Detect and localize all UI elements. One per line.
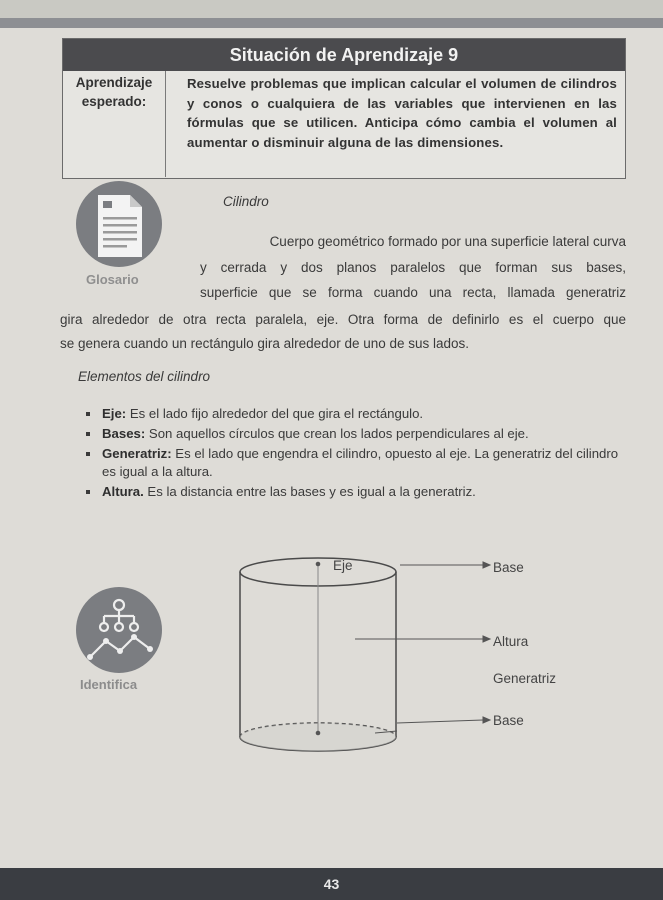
item-text: Es el lado fijo alrededor del que gira el rectángulo. (126, 406, 424, 421)
elements-list (84, 405, 630, 501)
definition-line: se genera cuando un rectángulo gira alrededor de uno de sus lados. (60, 336, 470, 351)
identify-icon (76, 587, 162, 673)
glossary-caption: Glosario (86, 272, 139, 287)
list-item (84, 483, 630, 501)
label-generatriz: Generatriz (493, 671, 557, 686)
item-term: Generatriz: (102, 446, 172, 461)
definition-line: Cuerpo geométrico formado por una superficie lateral curva (269, 234, 626, 249)
list-item (84, 425, 630, 443)
definition-line: y cerrada y dos planos paralelos que forman sus bases, (200, 260, 626, 275)
elements-heading: Elementos del cilindro (78, 369, 211, 384)
axis-top-point (316, 562, 321, 567)
learning-situation-table (62, 38, 626, 179)
item-text: Es el lado que engendra el cilindro, opuesto al eje. La generatriz del cilindro es igual a la altura. (102, 446, 619, 479)
list-item (84, 405, 630, 423)
identify-caption: Identifica (80, 677, 138, 692)
glossary-icon (76, 181, 162, 267)
item-term: Bases: (102, 426, 146, 441)
leader-base-bottom-2 (397, 720, 483, 723)
expected-learning-label-line2: esperado: (81, 94, 147, 109)
item-term: Altura. (102, 484, 144, 499)
cylinder-diagram (225, 525, 625, 785)
learning-situation-body (63, 71, 625, 177)
table-divider (165, 71, 166, 177)
label-base-bottom: Base (493, 713, 524, 728)
label-base-top: Base (493, 560, 524, 575)
expected-learning-description: Resuelve problemas que implican calcular el volumen de cilindros y conos o cualquiera de las variables que intervienen en las fórmulas que se utilicen. Anticipa cómo cambia el volumen al aumentar o disminuir alguna de las dimensiones. (187, 76, 617, 150)
hierarchy-chart-icon (76, 587, 162, 673)
item-term: Eje: (102, 406, 127, 421)
footer-bar (0, 868, 663, 900)
definition-line: superficie que se forma cuando una recta, llamada generatriz (200, 285, 626, 300)
page-number: 43 (323, 876, 340, 892)
document-icon (76, 181, 162, 267)
item-text: Son aquellos círculos que crean los lados perpendiculares al eje. (145, 426, 529, 441)
glossary-term: Cilindro (223, 194, 269, 209)
label-eje: Eje (333, 558, 353, 573)
expected-learning-label (65, 73, 163, 111)
label-altura: Altura (493, 634, 529, 649)
expected-learning-label-line1: Aprendizaje (75, 75, 153, 90)
top-color-band (0, 18, 663, 28)
axis-bottom-point (316, 731, 321, 736)
item-text: Es la distancia entre las bases y es igual a la generatriz. (143, 484, 476, 499)
definition-line: gira alrededor de otra recta paralela, eje. Otra forma de definirlo es el cuerpo que (60, 312, 626, 327)
learning-situation-title: Situación de Aprendizaje 9 (63, 39, 625, 71)
list-item (84, 445, 630, 481)
